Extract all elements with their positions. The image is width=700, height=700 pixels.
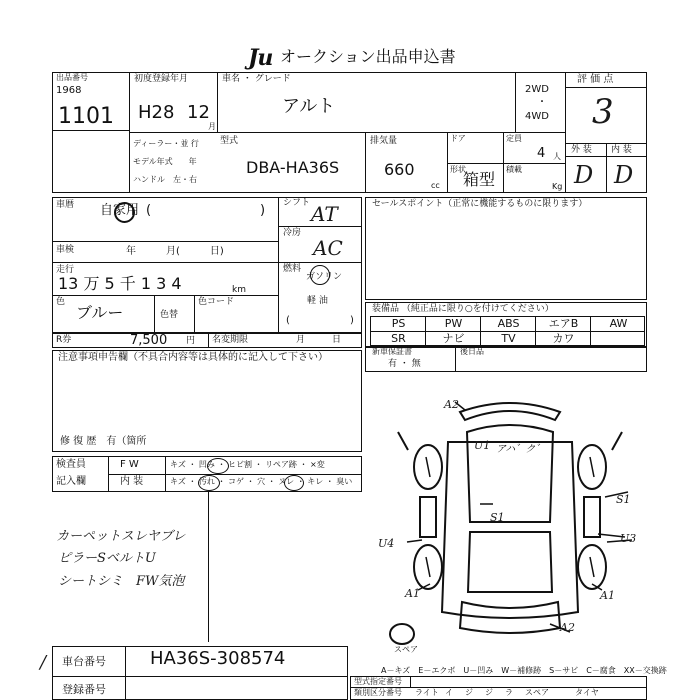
color-value: ブルー <box>76 303 124 322</box>
first-reg-label: 初度登録年月 <box>134 74 189 84</box>
history-circle-mark <box>114 202 135 223</box>
mark-s1-right: S1 <box>616 493 631 506</box>
fuel-diesel: 軽 油 <box>307 296 328 306</box>
footer-cell-light: ライト <box>415 688 439 697</box>
footer-cell-spare: スペア <box>525 688 549 697</box>
shape-label: 形状 <box>450 165 466 174</box>
mileage-value: 13 万 5 千 1 3 4 <box>58 274 182 293</box>
repair-label: 修 復 歴 有（箇所 <box>60 436 147 447</box>
note-1: カーペットスレヤブレ <box>56 529 186 544</box>
dealer-label: ディーラー・並 行 <box>133 139 199 148</box>
drive-2wd: 2WD <box>525 84 549 95</box>
car-damage-diagram <box>370 392 660 654</box>
name-change-date: 月 日 <box>296 335 342 345</box>
color-change-label: 色替 <box>160 310 179 320</box>
fuel-gasoline: ガソリン <box>306 272 343 282</box>
footer-cell-ji-1: ジ <box>465 688 473 697</box>
recycle-fee: 7,500 <box>130 333 168 348</box>
mark-a1-right: A1 <box>600 589 615 602</box>
int-grade-value: D <box>614 161 634 189</box>
drive-dot: ・ <box>537 97 547 108</box>
shift-label: シフト <box>283 198 311 208</box>
interior-circle-mark-1 <box>198 475 220 491</box>
aircon-label: 冷房 <box>283 228 302 238</box>
caution-label: 注意事項申告欄（不具合内容等は具体的に記入して下さい） <box>58 352 328 363</box>
first-reg-month-unit: 月 <box>208 122 216 131</box>
mark-a2-bottom: A2 <box>560 621 575 634</box>
spare-label: スペア <box>394 645 418 654</box>
ext-grade-value: D <box>574 161 594 189</box>
mark-u4: U4 <box>378 537 395 550</box>
chassis-label: 車台番号 <box>62 655 106 668</box>
fw-circle-mark <box>207 458 229 474</box>
ext-grade-label: 外 装 <box>571 145 592 155</box>
history-value: 自家用 <box>100 203 140 218</box>
model-code: DBA-HA36S <box>246 158 340 177</box>
fuel-label: 燃料 <box>283 264 302 274</box>
lot-small-label: 出品番号 <box>56 73 88 82</box>
entry-label: 記入欄 <box>56 476 86 487</box>
warranty-value: 有 ・ 無 <box>388 359 421 369</box>
shift-value: AT <box>311 202 338 226</box>
interior-options: キズ ・ 汚れ ・ コゲ ・ 穴 ・ ヌレ ・ キレ ・ 臭い <box>170 477 353 486</box>
later-label: 後日品 <box>460 347 484 356</box>
color-code-label: 色コード <box>198 297 235 307</box>
equip-abs: ABS <box>497 317 520 330</box>
equip-sr: SR <box>391 332 406 345</box>
reg-number-label: 登録番号 <box>62 683 106 696</box>
mark-s1-center: S1 <box>490 511 505 524</box>
lot-number: 1101 <box>58 104 114 129</box>
displacement-unit: cc <box>431 181 440 190</box>
hand-stroke-mark: / <box>40 652 47 673</box>
equip-pw: PW <box>444 317 463 330</box>
fuel-paren-right: ) <box>350 315 354 326</box>
int-grade-label: 内 装 <box>611 145 632 155</box>
interior-label: 内 装 <box>120 476 144 487</box>
chassis-number: HA36S-308574 <box>150 648 286 669</box>
fuel-paren-left: ( <box>286 315 290 326</box>
model-year-label: モデル年式 年 <box>133 157 197 166</box>
fw-options: キズ ・ 凹み ・ ヒビ割 ・ リペア跡 ・ ×変 <box>170 460 325 469</box>
mileage-label: 走行 <box>56 265 75 275</box>
footer-cell-i: イ <box>445 688 453 697</box>
capacity-value: 4 <box>537 146 546 161</box>
displacement-value: 660 <box>384 160 415 179</box>
mileage-unit: km <box>232 285 246 295</box>
ju-logo: Ju <box>248 45 273 71</box>
footer-cell-category: 類別区分番号 <box>354 688 402 697</box>
footer-cell-type-number: 型式指定番号 <box>354 677 402 686</box>
history-paren-left: ( <box>146 203 152 218</box>
footer-cell-ji-2: ジ <box>485 688 493 697</box>
fuel-circle-mark <box>310 265 330 285</box>
interior-circle-mark-2 <box>284 475 304 491</box>
car-name-label: 車名 ・ グレード <box>222 74 291 84</box>
drive-4wd: 4WD <box>525 111 549 122</box>
capacity-label: 定員 <box>506 134 522 143</box>
car-name: アルト <box>282 96 336 117</box>
inspector-label: 検査員 <box>56 459 86 470</box>
mark-a1-left: A1 <box>405 587 420 600</box>
recycle-unit: 円 <box>186 336 196 346</box>
history-label: 車暦 <box>56 200 75 210</box>
equipment-label: 装備品 （純正品に限り○を付けてください） <box>372 304 554 314</box>
form-title: オークション出品申込書 <box>280 47 456 66</box>
lot-sub-number: 1968 <box>56 85 82 96</box>
displacement-label: 排気量 <box>370 136 398 146</box>
load-label: 積載 <box>506 165 522 174</box>
inspection-date: 年 月( 日) <box>126 246 224 257</box>
first-reg-era: H28 <box>138 102 175 123</box>
capacity-unit: 人 <box>553 152 561 161</box>
aircon-value: AC <box>313 236 343 260</box>
damage-legend: A－キズ E－エクボ U－凹み W－補修跡 S－サビ C－腐食 XX－交換跡 <box>381 666 667 675</box>
equip-aw: AW <box>609 317 628 330</box>
inspection-label: 車検 <box>56 245 75 255</box>
mark-a2-top: A2 <box>444 398 459 411</box>
door-label: ドア <box>450 134 466 143</box>
mark-u3: U3 <box>620 532 637 545</box>
note-3: シートシミ FW気泡 <box>58 574 185 589</box>
shape-value: 箱型 <box>463 170 496 189</box>
note-2: ピラーSベルトU <box>58 551 156 566</box>
equip-tv: TV <box>501 332 516 345</box>
color-label: 色 <box>56 297 66 307</box>
fw-label: F W <box>120 459 139 470</box>
footer-cell-tire: タイヤ <box>575 688 599 697</box>
equip-leather: カワ <box>552 332 575 345</box>
equip-airbag: エアB <box>548 317 579 330</box>
handle-label: ハンドル 左・右 <box>133 175 197 184</box>
type-label: 型式 <box>220 136 239 146</box>
warranty-label: 新車保証書 <box>372 347 412 356</box>
footer-cell-ra: ラ <box>505 688 513 697</box>
mark-u1: U1 <box>474 439 491 452</box>
load-unit: Kg <box>552 182 563 191</box>
first-reg-month: 12 <box>187 102 210 123</box>
sales-point-label: セールスポイント（正常に機能するものに限ります） <box>372 199 588 209</box>
mark-airbag: アハ゛ク゛ <box>496 444 546 455</box>
grade-label: 評 価 点 <box>577 74 614 85</box>
name-change-label: 名変期限 <box>212 335 249 345</box>
history-paren-right: ) <box>260 203 266 218</box>
equip-blank <box>591 332 646 347</box>
equip-navi: ナビ <box>442 332 465 345</box>
equip-ps: PS <box>391 317 406 330</box>
grade-value: 3 <box>592 92 614 132</box>
sales-point-frame <box>365 197 647 300</box>
recycle-label: R券 <box>56 335 72 345</box>
